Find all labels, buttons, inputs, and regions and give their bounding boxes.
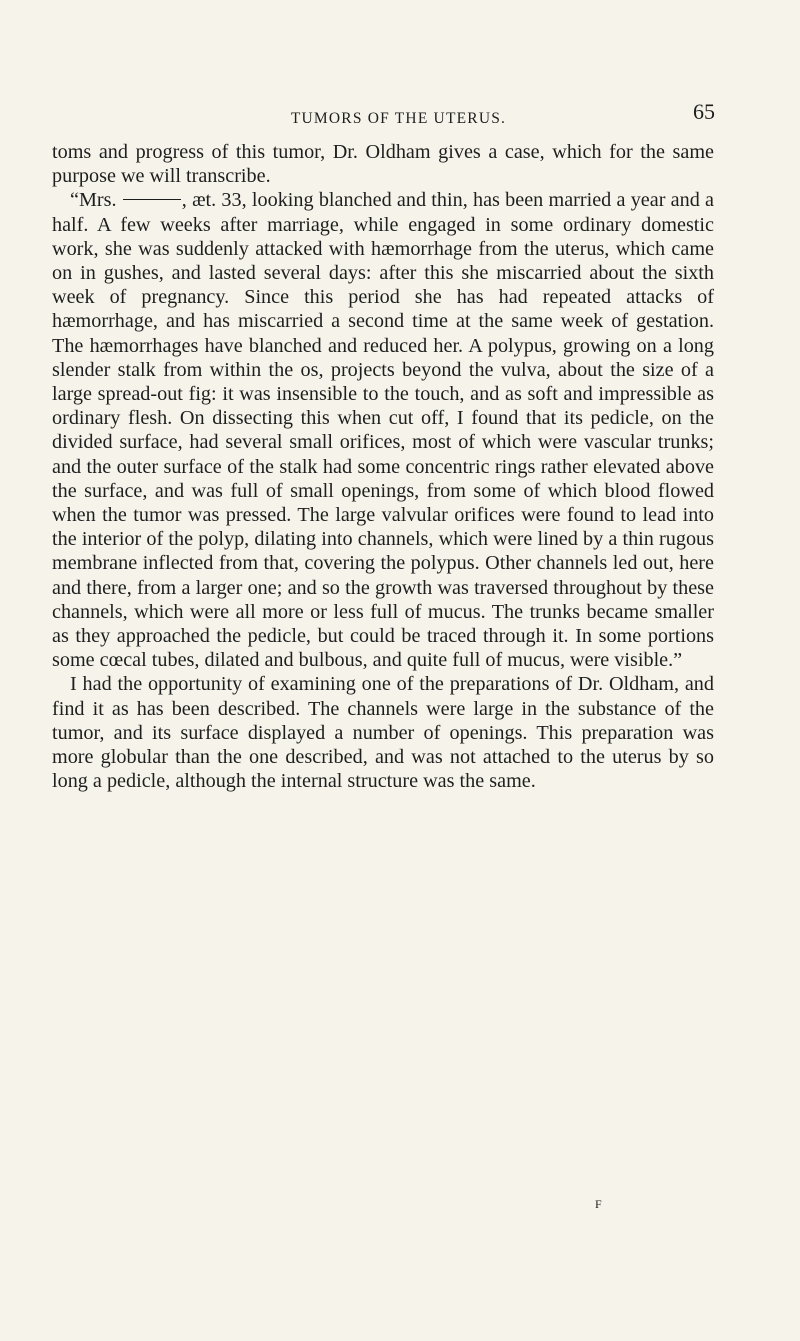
quoted-case-paragraph [52,188,714,672]
page-number: 65 [693,99,715,124]
name-omission-dash [123,199,181,200]
signature-mark: F [595,1197,603,1211]
quoted-case-text: , æt. 33, looking blanched and thin, has been married a year and a half. A few weeks after marriage, while engaged in some ordinary domestic work, she was suddenly attacked with hæmorrhage from the uterus, which came on in gushes, and lasted several days: after this she miscarried about the sixth week of pregnancy. Since this period she has had repeated attacks of hæmorrhage, and has miscarried a second time at the same week of gestation. The hæmorrhages have blanched and reduced her. A polypus, growing on a long slender stalk from within the os, projects beyond the vulva, about the size of a large spread-out fig: it was insensible to the touch, and as soft and impressible as ordinary flesh. On dissecting this when cut off, I found that its pedicle, on the divided surface, had several small orifices, most of which were vascular trunks; and the outer surface of the stalk had some concentric rings rather elevated above the surface, and was full of small openings, from some of which blood flowed when the tumor was pressed. The large valvular orifices were found to lead into the interior of the polyp, dilating into channels, which were lined by a thin rugous membrane inflected from that, covering the polypus. Other channels led out, here and there, from a larger one; and so the growth was traversed throughout by these channels, which were all more or less full of mucus. The trunks became smaller as they approached the pedicle, but could be traced through it. In some portions some cœcal tubes, dilated and bulbous, and quite full of mucus, were visible.” [52,189,715,672]
running-head: TUMORS OF THE UTERUS. [290,110,507,127]
page-header [52,99,715,134]
author-observation-paragraph: I had the opportunity of examining one of the preparations of Dr. Oldham, and find it as has been described. The channels were large in the substance of the tumor, and its surface displayed a number of openings. This preparation was more globular than the one described, and was not attached to the uterus by so long a pedicle, although the internal structure was the same. [52,673,714,793]
quote-opening: “Mrs. [70,189,117,212]
body-text [52,140,714,793]
paragraph-continuation: toms and progress of this tumor, Dr. Oldham gives a case, which for the same purpose we will transcribe. [52,141,714,188]
